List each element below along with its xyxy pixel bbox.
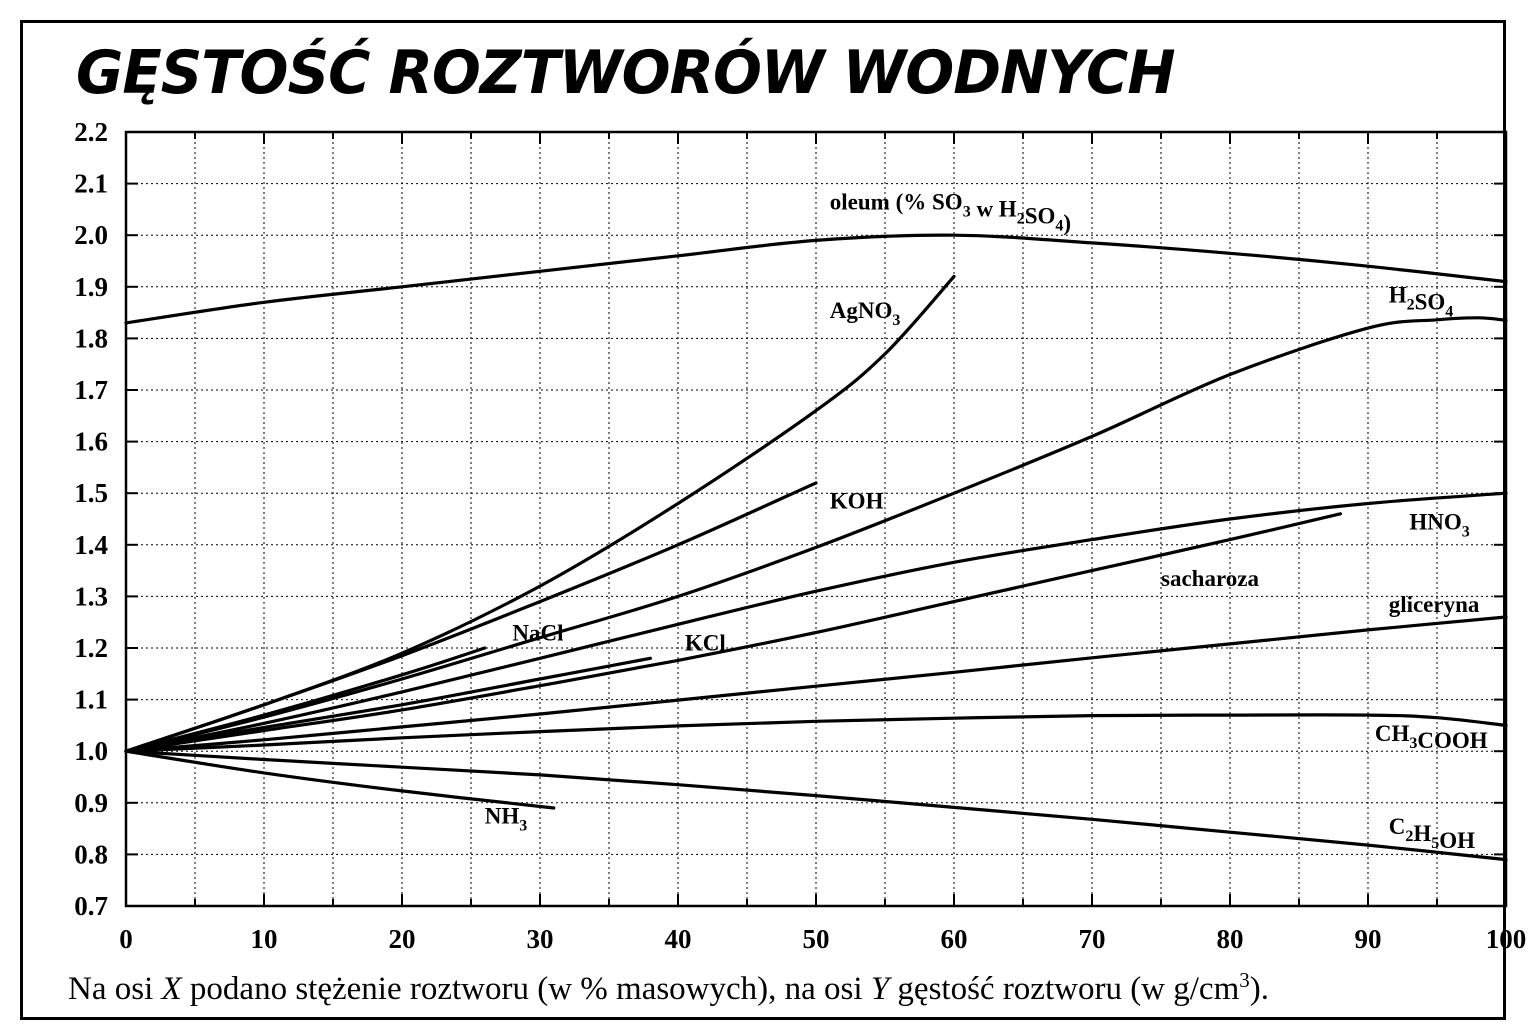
x-tick-label: 90 <box>1354 924 1382 954</box>
caption-x-var: X <box>161 971 182 1007</box>
series-label-2: $H_2SO_4$ <box>1388 282 1454 321</box>
y-tick-label: 1.7 <box>74 375 108 405</box>
x-tick-label: 40 <box>664 924 692 954</box>
series-label-6: NaCl <box>512 620 564 646</box>
series-label-9: $CH_3COOH$ <box>1374 720 1488 753</box>
series-label-3: KOH <box>829 488 884 514</box>
y-tick-label: 1.9 <box>74 271 108 302</box>
chart-title: GĘSTOŚĆ ROZTWORÓW WODNYCH <box>76 38 1175 108</box>
y-tick-label: 1.5 <box>74 478 108 509</box>
y-tick-label: 2.2 <box>74 117 108 147</box>
y-tick-label: 1.4 <box>74 529 108 560</box>
caption-text-1: Na osi <box>68 971 162 1007</box>
y-tick-label: 1.6 <box>74 426 108 457</box>
y-tick-label: 2.1 <box>74 168 108 199</box>
series-label-0: oleum (% $SO_3$ w $H_2SO_4$) <box>829 189 1072 236</box>
x-tick-label: 10 <box>250 924 278 954</box>
series-label-10: $NH_3$ <box>484 803 528 835</box>
series-line-10 <box>126 751 554 808</box>
x-tick-label: 100 <box>1485 924 1527 954</box>
chart-caption <box>68 968 1269 1008</box>
y-tick-label: 1.8 <box>74 323 108 354</box>
y-tick-label: 2.0 <box>74 220 108 251</box>
series-label-5: sacharoza <box>1161 566 1259 592</box>
series-label-1: AgNO$_3$ <box>829 297 901 329</box>
x-tick-label: 20 <box>388 924 416 954</box>
y-tick-label: 0.8 <box>74 839 108 870</box>
caption-y-var: Y <box>870 971 890 1007</box>
caption-superscript: 3 <box>1239 968 1250 992</box>
x-tick-label: 60 <box>940 924 968 954</box>
y-tick-label: 1.0 <box>74 736 108 767</box>
x-tick-label: 50 <box>802 924 830 954</box>
y-tick-label: 0.9 <box>74 787 108 818</box>
y-tick-label: 1.1 <box>74 684 108 715</box>
series-label-8: gliceryna <box>1388 591 1480 617</box>
x-tick-label: 80 <box>1216 924 1244 954</box>
y-tick-label: 0.7 <box>74 891 108 921</box>
y-tick-label: 1.3 <box>74 581 108 612</box>
x-tick-label: 0 <box>119 924 133 954</box>
caption-text-4: ). <box>1249 971 1269 1007</box>
y-tick-label: 1.2 <box>74 633 108 663</box>
series-label-11: $C_2H_5OH$ <box>1388 813 1475 853</box>
x-tick-label: 30 <box>526 924 554 954</box>
caption-text-2: podano stężenie roztworu (w % masowych), na osi <box>181 971 871 1007</box>
series-label-4: $HNO_3$ <box>1409 509 1470 541</box>
series-label-7: KCl <box>684 630 726 656</box>
caption-text-3: gęstość roztworu (w g/cm <box>889 971 1240 1007</box>
x-tick-label: 70 <box>1078 924 1106 954</box>
